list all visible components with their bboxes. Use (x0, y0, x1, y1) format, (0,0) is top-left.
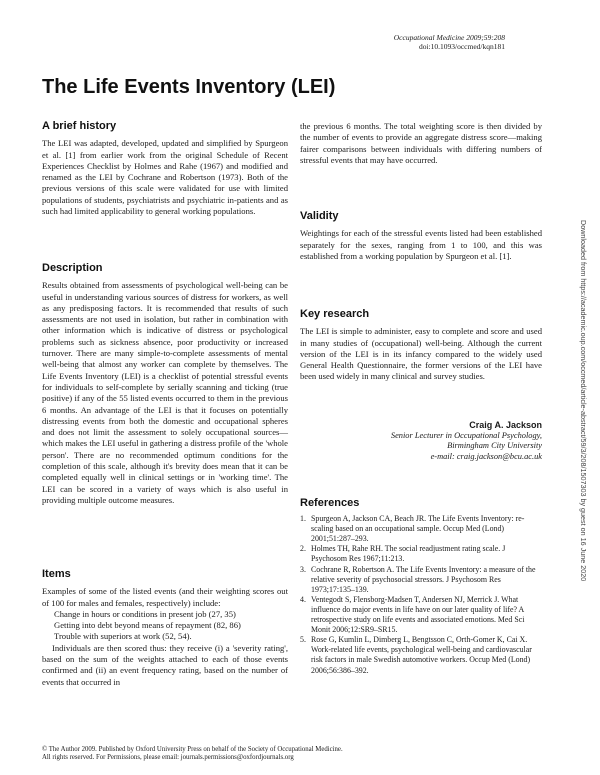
key-research-text: The LEI is simple to administer, easy to complete and score and used in many studies of (occupational) well-being. Although the current version of the LEI is in its infancy compared to the widely used General Health Questionnaire, the former versions of the LEI have been used widely in many clinical and survey studies. (300, 326, 542, 382)
copyright-footer (42, 746, 552, 763)
section-key-research (300, 309, 542, 383)
author-signature (300, 420, 542, 462)
description-text: Results obtained from assessments of psychological well-being can be useful in understanding various sources of distress for workers, as well as any predisposing factors. It is recommended that results of such assessments are not used in isolation, but rather in combination with other information which is indicative of distress or psychological problems such as sickness absence, poor productivity or increased turnover. There are many simple-to-complete assessments of mental well-being that almost any worker can complete by themselves. The Life Events Inventory (LEI) is a checklist of potential stressful events for individuals to self-complete by serially scanning and ticking (true positive) if any of the 55 listed events occurred to them in the previous 6 months. An advantage of the LEI is that it focuses on potentially distressing events from both the domestic and occupational spheres and does not limit the assessment to solely occupational sources—which makes the LEI useful in gathering a distress profile of the 'whole person'. There are no recommended optimum conditions for the completion of this scale, although it's brevity does mean that it can be completed equally well in clinical settings or in 'working time'. The LEI can be scored in a variety of ways which is also useful in providing multiple outcome measures. (42, 280, 288, 505)
section-items (42, 569, 288, 688)
reference-item: 4. Ventegodt S, Flensborg-Madsen T, Andersen NJ, Merrick J. What influence do major events in life have on our later quality of life? A retrospective study on life events and associated emotions. Med Sci Monit 2006;12:SR9–SR15. (300, 594, 525, 635)
download-watermark (578, 220, 590, 620)
section-description (42, 263, 288, 506)
validity-heading: Validity (300, 210, 339, 222)
item-line: Trouble with superiors at work (52, 54). (54, 631, 192, 642)
references-list (300, 514, 542, 676)
brief-history-heading: A brief history (42, 120, 117, 132)
download-note: Downloaded from https://academic.oup.com/occmed/article-abstract/59/3/208/1507303 by guest on 16 June 2020 (579, 220, 588, 582)
author-role: Senior Lecturer in Occupational Psychology, (390, 430, 542, 440)
description-heading: Description (42, 262, 103, 274)
author-name: Craig A. Jackson (469, 420, 542, 430)
author-email: e-mail: craig.jackson@bcu.ac.uk (430, 451, 542, 461)
key-research-heading: Key research (300, 308, 370, 320)
section-brief-history (42, 121, 288, 217)
references-heading: References (300, 497, 360, 509)
item-line: Getting into debt beyond means of repayment (82, 86) (54, 620, 241, 631)
section-validity (300, 211, 542, 262)
article-title: The Life Events Inventory (LEI) (42, 76, 336, 98)
items-heading: Items (42, 568, 71, 580)
reference-item: 3. Cochrane R, Robertson A. The Life Events Inventory: a measure of the relative severity of psychosocial stressors. J Psychosom Res 1973;17:135–139. (300, 564, 536, 594)
reference-item: 5. Rose G, Kumlin L, Dimberg L, Bengtsson C, Orth-Gomer K, Cai X. Work-related life events, psychological well-being and cardiovascular risk factors in male Swedish automotive workers. Occup Med (Lond) 2006;56:386–392. (300, 635, 532, 675)
permissions-line: All rights reserved. For Permissions, please email: journals.permissions@oxfordjournals.org (42, 754, 294, 762)
copyright-line: © The Author 2009. Published by Oxford University Press on behalf of the Society of Occupational Medicine. (42, 746, 343, 753)
reference-item: 1. Spurgeon A, Jackson CA, Beach JR. The Life Events Inventory: re-scaling based on an occupational sample. Occup Med (Lond) 2001;51:287–293. (300, 514, 525, 544)
reference-item: 2. Holmes TH, Rahe RH. The social readjustment rating scale. J Psychosom Res 1967;11:213. (300, 544, 506, 564)
items-scoring: Individuals are then scored thus: they receive (i) a 'severity rating', based on the sum of the weights attached to each of those events confirmed and (ii) an event frequency rating, based on the number of events that occurred in (42, 642, 288, 687)
journal-citation: Occupational Medicine 2009;59:208 (393, 33, 505, 42)
doi: doi:10.1093/occmed/kqn181 (418, 42, 505, 51)
brief-history-text: The LEI was adapted, developed, updated and simplified by Spurgeon et al. [1] from earlier work from the original Schedule of Recent Experiences Checklist by Holmes and Rahe (1967) and modified and renamed as the LEI by Cochrane and Robertson (1973). Both of the previous versions of this scale were validated for use with limited populations of students, psychiatrists and psychiatric in-patients and as such had limited applicability to general working populations. (42, 138, 288, 217)
author-affiliation: Birmingham City University (447, 441, 542, 450)
item-line: Change in hours or conditions in present job (27, 35) (54, 608, 236, 619)
items-intro: Examples of some of the listed events (and their weighting scores out of 100 for males and females, respectively) include: (42, 586, 288, 608)
validity-text: Weightings for each of the stressful events listed had been established separately for the sexes, ranging from 1 to 100, and this was established from a working population by Spurgeon et al. [1]. (300, 228, 542, 261)
journal-header (394, 33, 505, 51)
section-references (300, 498, 542, 676)
continuation-text-block (300, 121, 542, 166)
continuation-text: the previous 6 months. The total weighting score is then divided by the number of events to provide an aggregate distress score—making fairer comparisons between individuals with differing numbers of stressful events that may have occurred. (300, 121, 542, 165)
